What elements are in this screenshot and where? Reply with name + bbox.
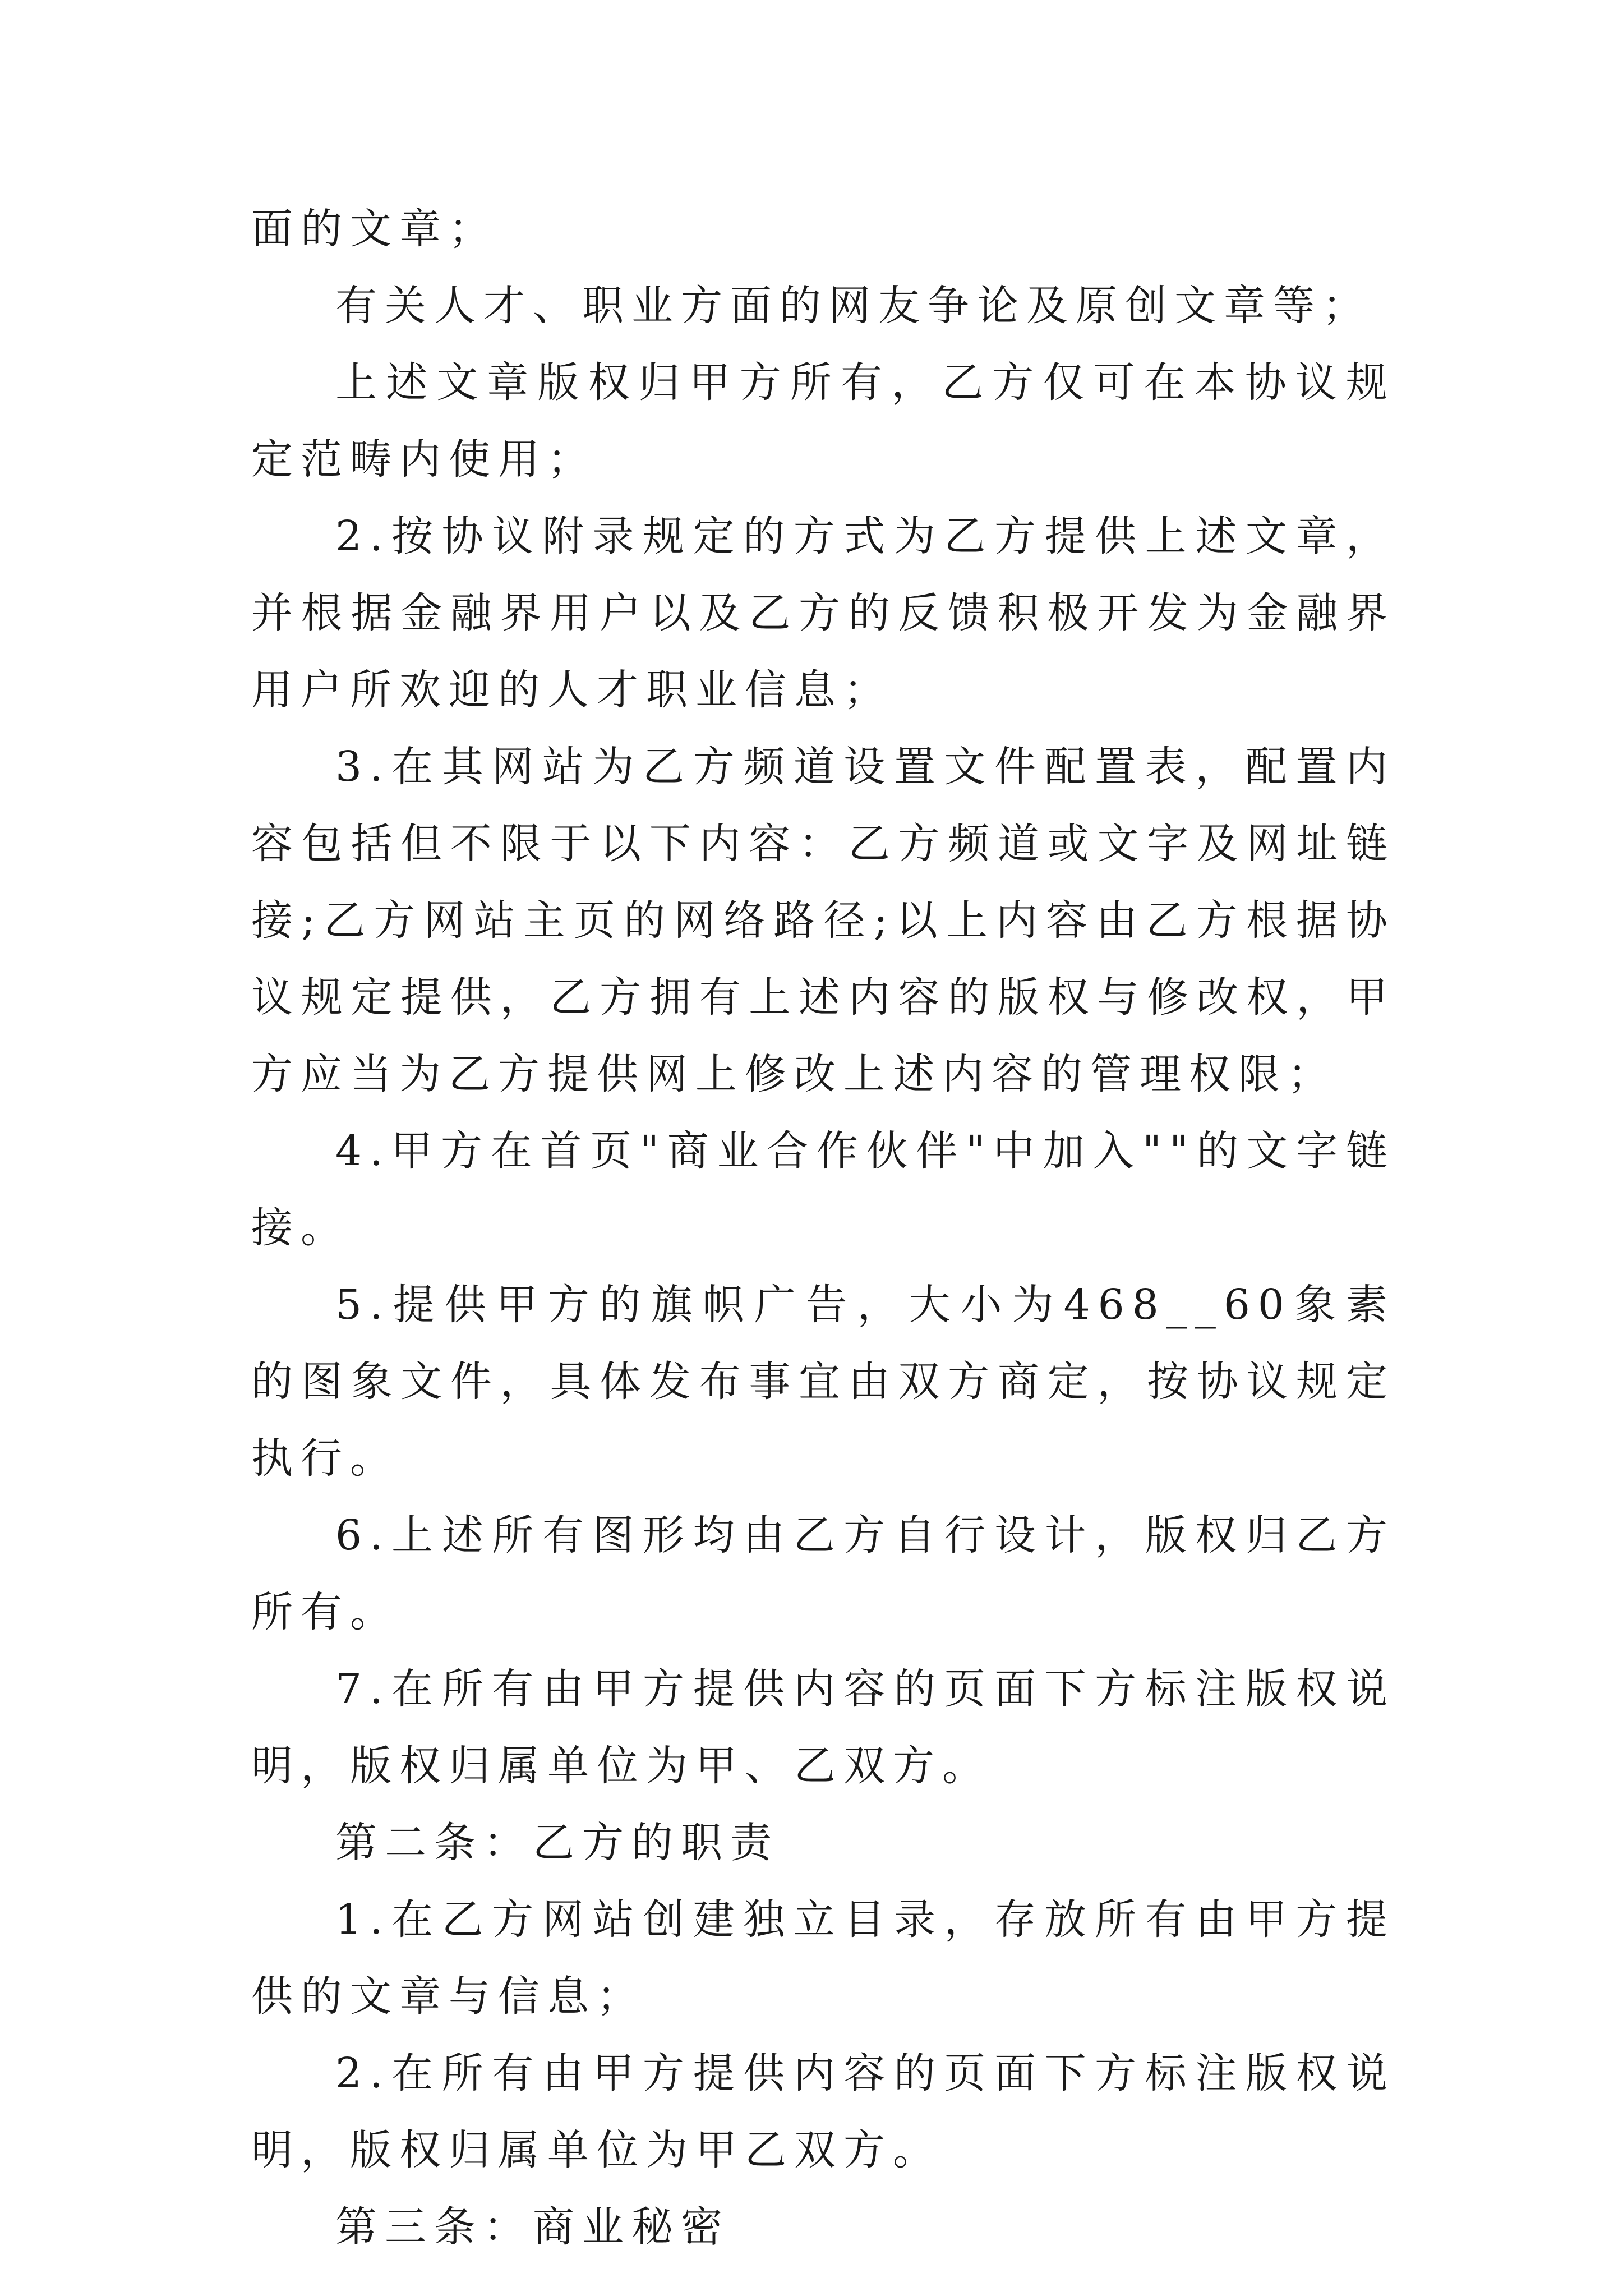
paragraph-item-4: 4.甲方在首页"商业合作伙伴"中加入""的文字链接。 bbox=[251, 1127, 1395, 1252]
paragraph-item-3: 3.在其网站为乙方频道设置文件配置表，配置内容包括但不限于以下内容：乙方频道或文字及网址链接;乙方网站主页的网络路径;以上内容由乙方根据协议规定提供，乙方拥有上述内容的版权与修改权，甲方应当为乙方提供网上修改上述内容的管理权限； bbox=[251, 743, 1395, 1098]
section-heading-article-3: 第三条：商业秘密 bbox=[335, 2203, 730, 2251]
paragraph-item-6: 6.上述所有图形均由乙方自行设计，版权归乙方所有。 bbox=[251, 1511, 1395, 1636]
document-body bbox=[251, 191, 1395, 2266]
paragraph-duty-2: 2.在所有由甲方提供内容的页面下方标注版权说明，版权归属单位为甲乙双方。 bbox=[251, 2049, 1395, 2174]
paragraph-copyright-scope: 上述文章版权归甲方所有，乙方仅可在本协议规定范畴内使用； bbox=[251, 358, 1395, 484]
paragraph-item-7: 7.在所有由甲方提供内容的页面下方标注版权说明，版权归属单位为甲、乙双方。 bbox=[251, 1665, 1395, 1790]
paragraph-item-5: 5.提供甲方的旗帜广告，大小为468__60象素的图象文件，具体发布事宜由双方商定，按协议规定执行。 bbox=[251, 1281, 1395, 1483]
paragraph-continuation: 面的文章； bbox=[251, 205, 498, 253]
paragraph-item-2: 2.按协议附录规定的方式为乙方提供上述文章，并根据金融界用户以及乙方的反馈积极开发为金融界用户所欢迎的人才职业信息； bbox=[251, 512, 1395, 714]
paragraph-talent-articles: 有关人才、职业方面的网友争论及原创文章等； bbox=[335, 282, 1372, 330]
section-heading-article-2: 第二条：乙方的职责 bbox=[335, 1819, 780, 1867]
paragraph-duty-1: 1.在乙方网站创建独立目录，存放所有由甲方提供的文章与信息； bbox=[251, 1895, 1395, 2021]
